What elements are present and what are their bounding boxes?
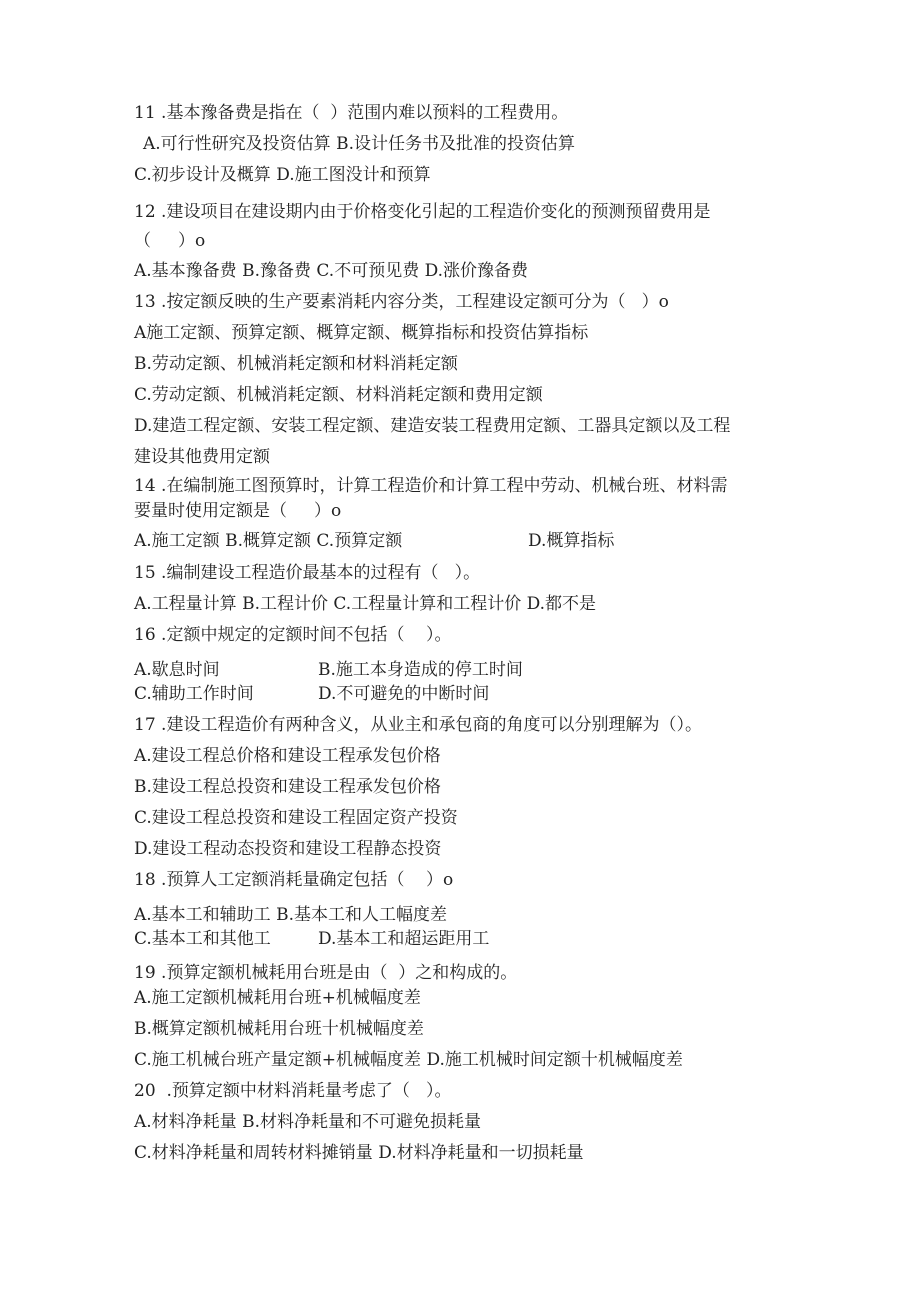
question-14: 14 .在编制施工图预算时，计算工程造价和计算工程中劳动、机械台班、材料需 — [134, 476, 728, 496]
q19-option-a: A.施工定额机械耗用台班+机械幅度差 — [134, 988, 421, 1008]
q16-option-b: B.施工本身造成的停工时间 — [318, 660, 523, 680]
q20-options-cd: C.材料净耗量和周转材料摊销量 D.材料净耗量和一切损耗量 — [134, 1143, 584, 1163]
question-20: 20 .预算定额中材料消耗量考虑了（ ）。 — [134, 1081, 452, 1101]
question-13: 13 .按定额反映的生产要素消耗内容分类，工程建设定额可分为（ ）o — [134, 292, 669, 312]
q20-options-ab: A.材料净耗量 B.材料净耗量和不可避免损耗量 — [134, 1112, 481, 1132]
question-14-cont: 要量时使用定额是（ ）o — [134, 501, 342, 521]
q13-option-d: D.建造工程定额、安装工程定额、建造安装工程费用定额、工器具定额以及工程 — [134, 416, 731, 436]
q19-options-cd: C.施工机械台班产量定额+机械幅度差 D.施工机械时间定额十机械幅度差 — [134, 1050, 683, 1070]
q18-options-ab: A.基本工和辅助工 B.基本工和人工幅度差 — [134, 905, 447, 925]
q18-option-c: C.基本工和其他工 — [134, 929, 271, 949]
q18-option-d: D.基本工和超运距用工 — [318, 929, 490, 949]
question-12-cont: （ ）o — [134, 231, 206, 251]
question-17: 17 .建设工程造价有两种含义，从业主和承包商的角度可以分别理解为（）。 — [134, 715, 702, 735]
q12-options: A.基本豫备费 B.豫备费 C.不可预见费 D.涨价豫备费 — [134, 261, 529, 281]
q19-option-b: B.概算定额机械耗用台班十机械幅度差 — [134, 1019, 424, 1039]
q13-option-b: B.劳动定额、机械消耗定额和材料消耗定额 — [134, 354, 458, 374]
q17-option-b: B.建设工程总投资和建设工程承发包价格 — [134, 777, 441, 797]
q17-option-a: A.建设工程总价格和建设工程承发包价格 — [134, 746, 441, 766]
q14-option-d: D.概算指标 — [528, 531, 615, 551]
question-19: 19 .预算定额机械耗用台班是由（ ）之和构成的。 — [134, 963, 518, 983]
question-12: 12 .建设项目在建设期内由于价格变化引起的工程造价变化的预测预留费用是 — [134, 202, 711, 222]
q14-options-abc: A.施工定额 B.概算定额 C.预算定额 — [134, 531, 403, 551]
q17-option-c: C.建设工程总投资和建设工程固定资产投资 — [134, 808, 458, 828]
q17-option-d: D.建设工程动态投资和建设工程静态投资 — [134, 839, 442, 859]
q13-option-a: A施工定额、预算定额、概算定额、概算指标和投资估算指标 — [134, 323, 589, 343]
question-11: 11 .基本豫备费是指在（ ）范围内难以预料的工程费用。 — [134, 103, 569, 123]
question-15: 15 .编制建设工程造价最基本的过程有（ ）。 — [134, 563, 481, 583]
q16-option-c: C.辅助工作时间 — [134, 684, 254, 704]
q11-options-ab: A.可行性研究及投资估算 B.设计任务书及批准的投资估算 — [143, 134, 575, 154]
q11-options-cd: C.初步设计及概算 D.施工图没计和预算 — [134, 165, 431, 185]
q13-option-d-cont: 建设其他费用定额 — [134, 447, 270, 467]
q16-option-d: D.不可避免的中断时间 — [318, 684, 490, 704]
q15-options: A.工程量计算 B.工程计价 C.工程量计算和工程计价 D.都不是 — [134, 594, 597, 614]
q13-option-c: C.劳动定额、机械消耗定额、材料消耗定额和费用定额 — [134, 385, 543, 405]
question-16: 16 .定额中规定的定额时间不包括（ ）。 — [134, 625, 452, 645]
question-18: 18 .预算人工定额消耗量确定包括（ ）o — [134, 870, 454, 890]
q16-option-a: A.歇息时间 — [134, 660, 220, 680]
